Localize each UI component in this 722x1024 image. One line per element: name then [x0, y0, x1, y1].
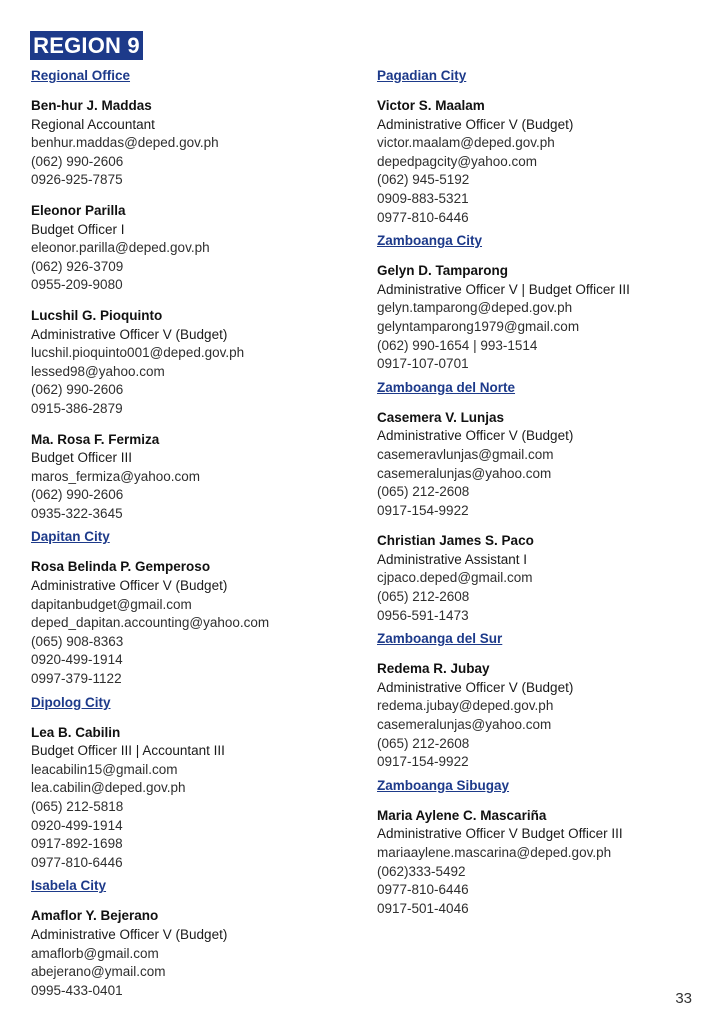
section-heading: Zamboanga City	[377, 233, 483, 249]
contact-phone: 0917-892-1698	[31, 836, 123, 852]
contact-phone: 0917-501-4046	[377, 900, 469, 916]
contact-phone: 0977-810-6446	[31, 854, 123, 870]
contact-title: Administrative Officer V Budget Officer III	[377, 826, 623, 842]
contact-email: benhur.maddas@deped.gov.ph	[31, 135, 219, 151]
section-heading: Isabela City	[31, 878, 107, 894]
contact-email: casemeravlunjas@gmail.com	[377, 446, 554, 462]
contact-title: Administrative Officer V (Budget)	[31, 578, 228, 594]
contact-name: Lea B. Cabilin	[31, 724, 121, 740]
contact-card	[377, 660, 707, 772]
contact-email: maros_fermiza@yahoo.com	[31, 468, 201, 484]
contact-name: Maria Aylene C. Mascariña	[377, 807, 547, 823]
contact-card	[31, 558, 361, 688]
contact-title: Budget Officer I	[31, 221, 125, 237]
contact-phone: (065) 212-2608	[377, 589, 470, 605]
contact-phone: (062) 990-2606	[31, 382, 124, 398]
contact-card	[377, 807, 707, 919]
contact-title: Budget Officer III	[31, 450, 133, 466]
contact-email: abejerano@ymail.com	[31, 964, 166, 980]
contact-email: mariaaylene.mascarina@deped.gov.ph	[377, 845, 612, 860]
contact-name: Victor S. Maalam	[377, 98, 485, 113]
contact-phone: 0995-433-0401	[31, 982, 123, 998]
contact-name: Casemera V. Lunjas	[377, 409, 505, 425]
contact-phone: 0920-499-1914	[31, 652, 123, 668]
section-heading: Regional Office	[31, 68, 131, 83]
contact-email: deped_dapitan.accounting@yahoo.com	[31, 615, 270, 631]
section-heading: Dapitan City	[31, 529, 110, 545]
contact-phone: (062)333-5492	[377, 863, 466, 879]
contact-title: Administrative Assistant I	[377, 551, 528, 567]
contact-email: amaflorb@gmail.com	[31, 945, 159, 961]
contact-phone: 0956-591-1473	[377, 607, 469, 623]
contact-email: eleonor.parilla@deped.gov.ph	[31, 240, 210, 256]
contact-title: Administrative Officer V | Budget Officer III	[377, 281, 630, 297]
contact-name: Ben-hur J. Maddas	[31, 98, 152, 113]
contact-phone: 0917-107-0701	[377, 356, 469, 372]
contact-phone: 0917-154-9922	[377, 754, 469, 770]
contact-email: casemeralunjas@yahoo.com	[377, 717, 552, 733]
contact-title: Administrative Officer V (Budget)	[377, 679, 574, 695]
left-column	[31, 66, 361, 1004]
contact-title: Administrative Officer V (Budget)	[377, 116, 574, 132]
section-heading: Zamboanga Sibugay	[377, 777, 510, 793]
contact-phone: 0920-499-1914	[31, 817, 123, 833]
contact-email: victor.maalam@deped.gov.ph	[377, 135, 555, 151]
page-number: 33	[675, 990, 692, 1007]
contact-phone: 0977-810-6446	[377, 209, 469, 225]
contact-email: leacabilin15@gmail.com	[31, 761, 178, 777]
contact-phone: (062) 926-3709	[31, 258, 124, 274]
contact-name: Rosa Belinda P. Gemperoso	[31, 559, 211, 575]
contact-phone: (065) 212-2608	[377, 735, 470, 751]
contact-card	[377, 532, 707, 625]
section-regional-office	[31, 66, 361, 523]
contact-phone: 0935-322-3645	[31, 505, 123, 521]
contact-email: dapitanbudget@gmail.com	[31, 596, 192, 612]
contact-email: lea.cabilin@deped.gov.ph	[31, 780, 186, 796]
contact-card	[31, 431, 361, 524]
contact-phone: (065) 908-8363	[31, 633, 124, 649]
contact-name: Christian James S. Paco	[377, 533, 534, 549]
section-heading: Zamboanga del Sur	[377, 631, 503, 647]
contact-title: Administrative Officer V (Budget)	[31, 326, 228, 342]
contact-card	[31, 307, 361, 419]
contact-card	[31, 97, 361, 190]
right-column	[377, 66, 707, 922]
contact-phone: 0955-209-9080	[31, 277, 123, 293]
section-dipolog-city	[31, 693, 361, 873]
contact-card	[31, 907, 361, 1000]
contact-phone: (062) 990-2606	[31, 153, 124, 169]
section-heading: Zamboanga del Norte	[377, 379, 516, 395]
contact-title: Administrative Officer V (Budget)	[377, 428, 574, 444]
contact-phone: 0915-386-2879	[31, 400, 123, 416]
contact-card	[31, 724, 361, 873]
contact-email: gelyntamparong1979@gmail.com	[377, 318, 580, 334]
contact-phone: (062) 945-5192	[377, 172, 470, 188]
contact-name: Amaflor Y. Bejerano	[31, 908, 159, 924]
section-zamboanga-sibugay	[377, 776, 707, 919]
contact-card	[31, 202, 361, 295]
contact-title: Administrative Officer V (Budget)	[31, 926, 228, 942]
section-zamboanga-del-norte	[377, 378, 707, 626]
section-pagadian-city	[377, 66, 707, 227]
section-heading: Pagadian City	[377, 68, 467, 83]
contact-email: depedpagcity@yahoo.com	[377, 153, 538, 169]
contact-phone: (065) 212-5818	[31, 799, 124, 814]
contact-phone: 0917-154-9922	[377, 502, 469, 518]
contact-card	[377, 409, 707, 521]
contact-name: Ma. Rosa F. Fermiza	[31, 431, 160, 447]
contact-title: Regional Accountant	[31, 116, 155, 132]
contact-email: redema.jubay@deped.gov.ph	[377, 698, 554, 714]
contact-email: casemeralunjas@yahoo.com	[377, 465, 552, 481]
contact-phone: 0977-810-6446	[377, 882, 469, 898]
contact-phone: (065) 212-2608	[377, 484, 470, 500]
contact-phone: (062) 990-1654 | 993-1514	[377, 337, 538, 353]
contact-name: Gelyn D. Tamparong	[377, 263, 509, 279]
contact-email: lucshil.pioquinto001@deped.gov.ph	[31, 345, 245, 361]
section-zamboanga-city	[377, 231, 707, 374]
contact-email: lessed98@yahoo.com	[31, 363, 165, 379]
contact-phone: 0926-925-7875	[31, 172, 123, 188]
contact-name: Eleonor Parilla	[31, 202, 126, 218]
contact-phone: 0909-883-5321	[377, 190, 469, 206]
section-dapitan-city	[31, 527, 361, 688]
contact-title: Budget Officer III | Accountant III	[31, 743, 225, 759]
contact-email: cjpaco.deped@gmail.com	[377, 570, 533, 586]
contact-phone: 0997-379-1122	[31, 671, 122, 687]
contact-name: Lucshil G. Pioquinto	[31, 307, 163, 323]
section-isabela-city	[31, 876, 361, 1000]
region-badge: REGION 9	[30, 31, 143, 60]
contact-card	[377, 262, 707, 374]
section-heading: Dipolog City	[31, 694, 111, 710]
contact-phone: (062) 990-2606	[31, 487, 124, 503]
section-zamboanga-del-sur	[377, 629, 707, 772]
contact-name: Redema R. Jubay	[377, 661, 490, 677]
contact-card	[377, 97, 707, 227]
contact-email: gelyn.tamparong@deped.gov.ph	[377, 300, 573, 316]
